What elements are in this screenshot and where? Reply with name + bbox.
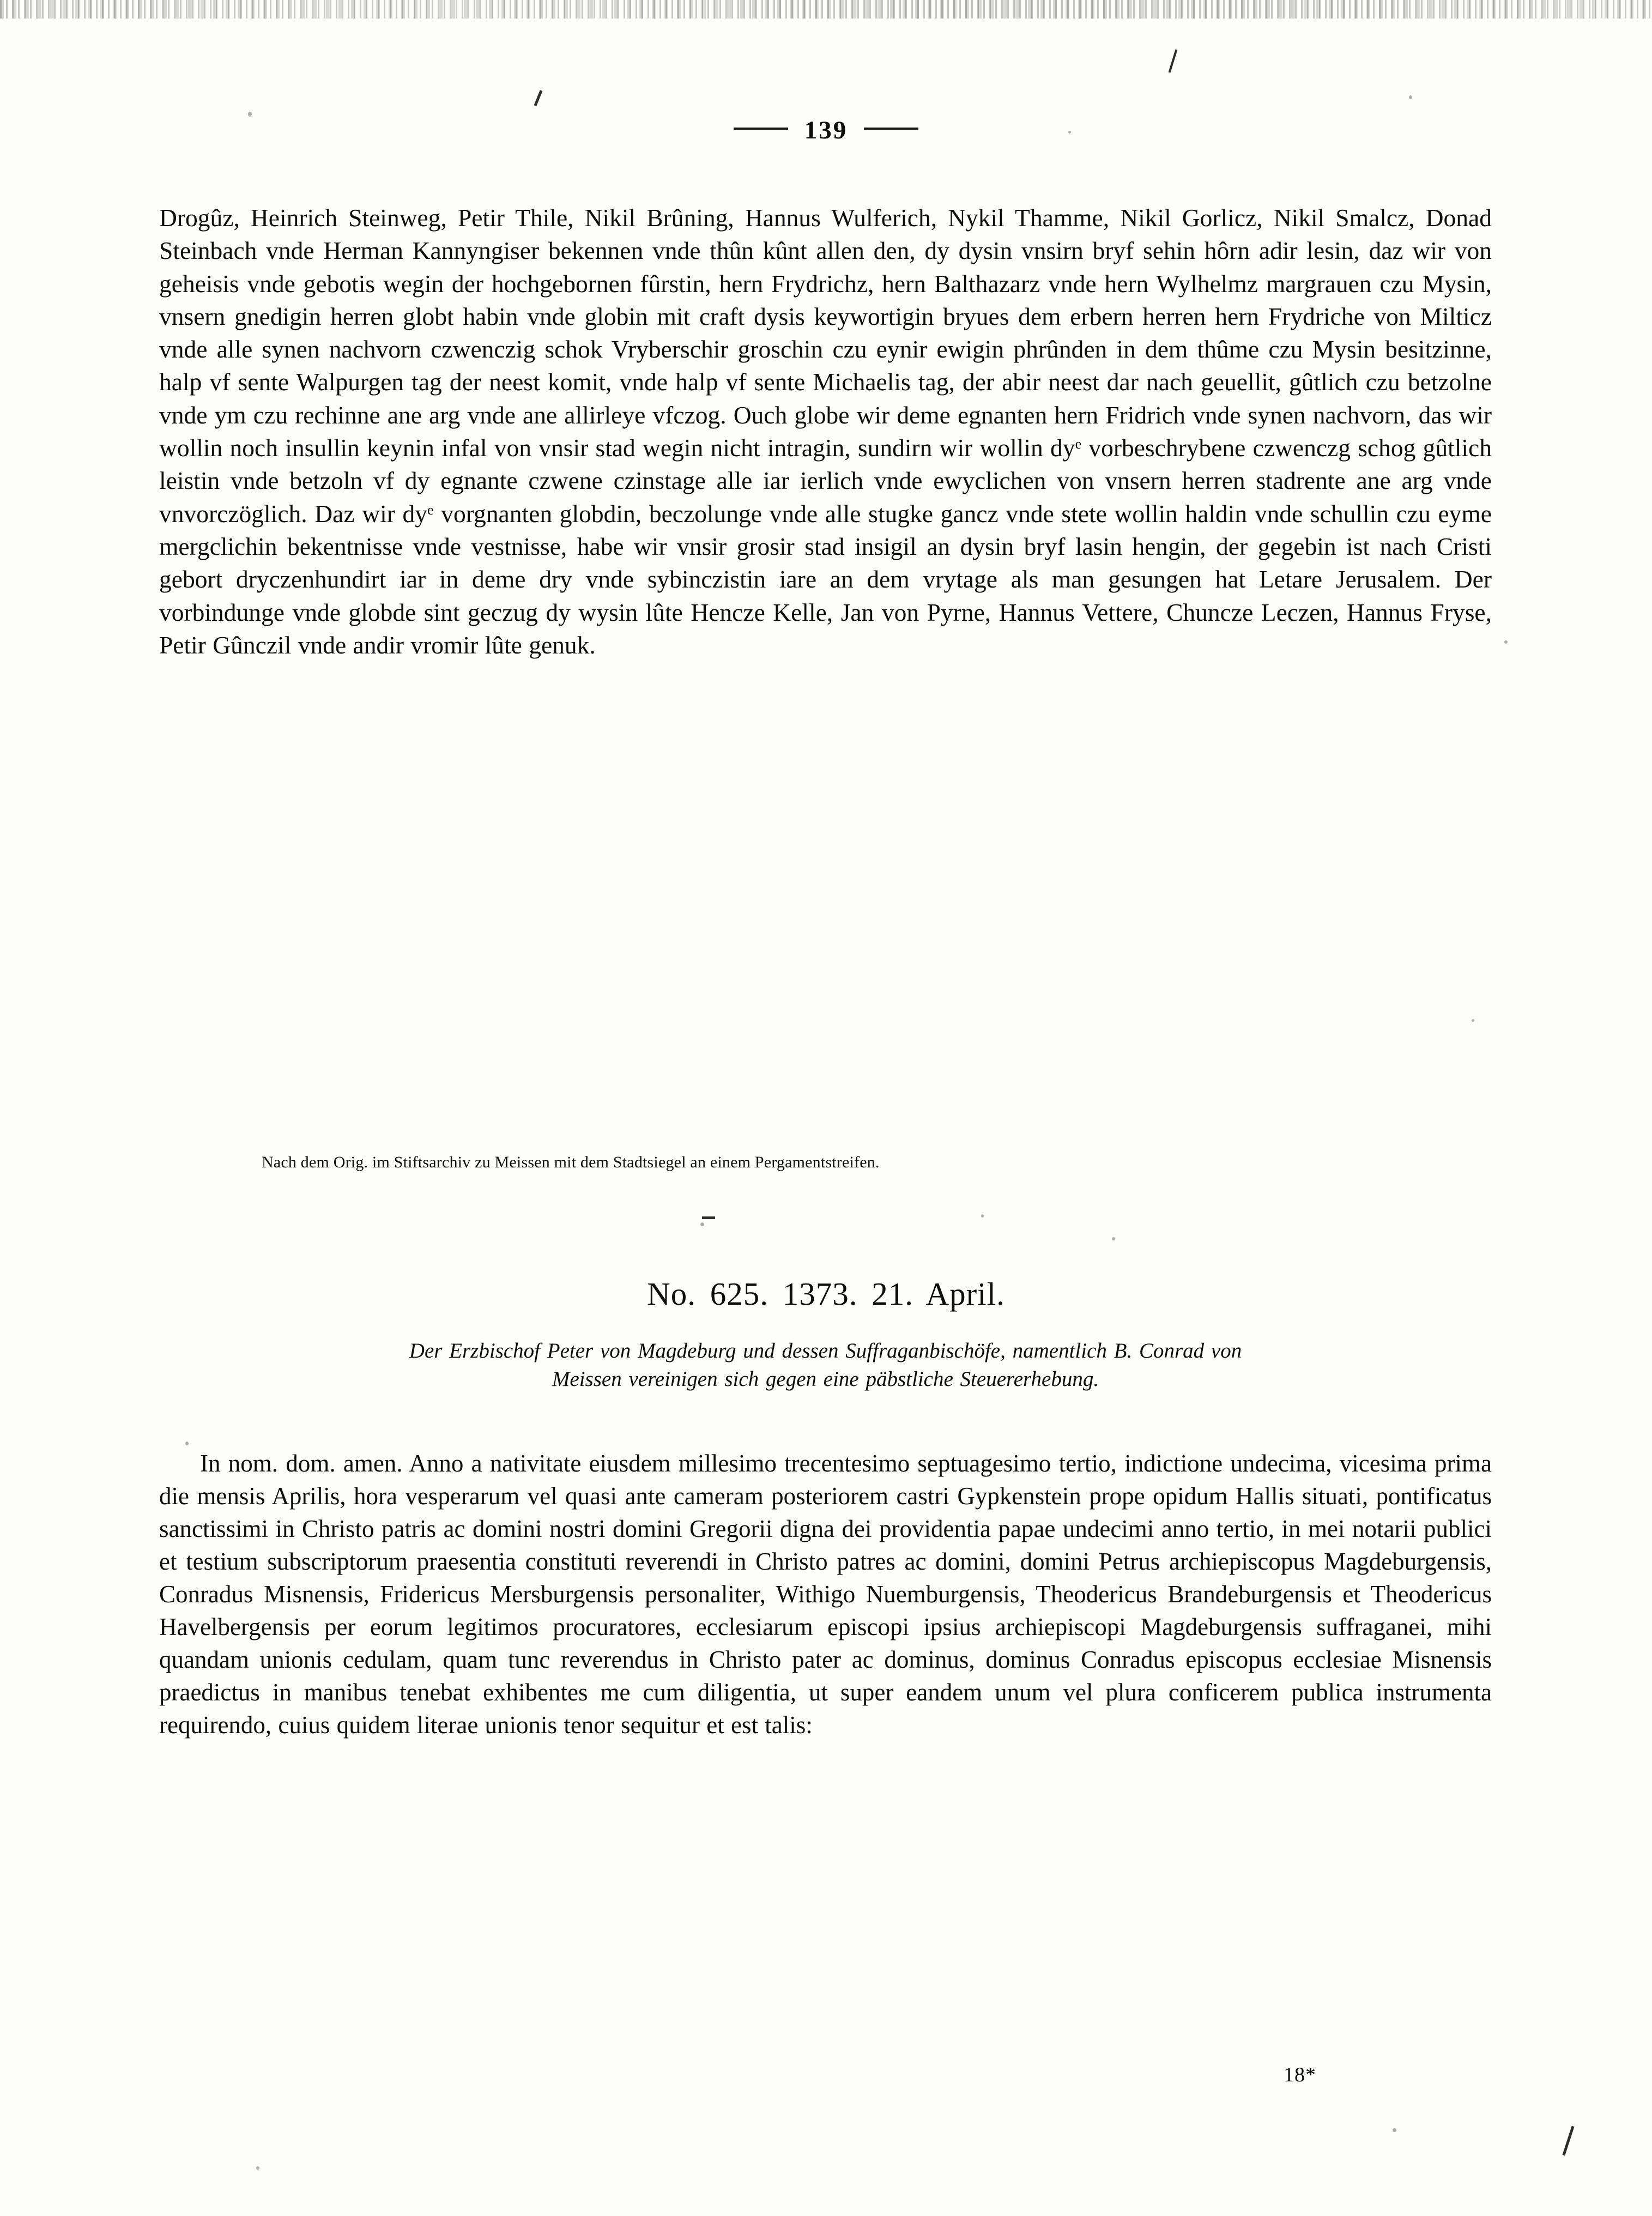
german-charter-block bbox=[159, 202, 1492, 662]
scan-speck bbox=[700, 1222, 704, 1226]
german-text-part-3: vorgnanten globdin, beczolunge vnde alle stugke gancz vnde stete wollin haldin vnde schullin czu eyme mergclichin bekentnisse vnde vestnisse, habe wir vnsir grosir stad insigil an dysin bryf lasin hengin, der gegebin ist nach Cristi gebort dryczenhundirt iar in deme dry vnde sybinczistin iare an dem vrytage als man gesungen hat Letare Jerusalem. Der vorbindunge vnde globde sint geczug dy wysin lûte Hencze Kelle, Jan von Pyrne, Hannus Vettere, Chuncze Leczen, Hannus Fryse, Petir Gûnczil vnde andir vromir lûte genuk. bbox=[159, 499, 1492, 659]
scan-edge-artifact bbox=[0, 0, 1652, 19]
german-text-part-1: Drogûz, Heinrich Steinweg, Petir Thile, Nikil Brûning, Hannus Wulferich, Nykil Thamme, Nikil Gorlicz, Nikil Smalcz, Donad Steinbach vnde Herman Kannyngiser bekennen vnde thûn kûnt allen den, dy dysin vnsirn bryf sehin hôrn adir lesin, daz wir von geheisis vnde gebotis wegin der hochgebornen fûrstin, hern Frydrichz, hern Balthazarz vnde hern Wylhelmz margrauen czu Mysin, vnsern gnedigin herren globt habin vnde globin mit craft dysis keywortigin bryues dem erbern herren hern Frydriche von Milticz vnde alle synen nachvorn czwenczig schok Vryberschir groschin czu eynir ewigin phrûnden in dem thûme czu Mysin besitzinne, halp vf sente Walpurgen tag der neest komit, vnde halp vf sente Michaelis tag, der abir neest dar nach geuellit, gûtlich czu betzolne vnde ym czu rechinne ane arg vnde ane allirleye vfczog. Ouch globe wir deme egnanten hern Fridrich vnde synen nachvorn, das wir wollin noch insullin keynin infal von vnsir stad wegin nicht intragin, sundirn wir wollin dy bbox=[159, 204, 1492, 462]
scan-speck bbox=[1504, 640, 1508, 644]
superscript-e-2: e bbox=[427, 501, 434, 518]
scan-speck bbox=[1409, 95, 1412, 99]
scan-speck bbox=[185, 1442, 189, 1445]
scan-speck bbox=[1112, 1237, 1115, 1240]
german-charter-paragraph bbox=[159, 202, 1492, 662]
head-rule-right bbox=[864, 128, 918, 130]
scan-stroke-artifact bbox=[1562, 2126, 1574, 2156]
page-number: 139 bbox=[804, 116, 848, 144]
entry-regest bbox=[159, 1337, 1492, 1394]
regest-line-2: Meissen vereinigen sich gegen eine päbstliche Steuererhebung. bbox=[552, 1367, 1099, 1391]
superscript-e-1: e bbox=[1075, 435, 1082, 452]
scan-speck bbox=[981, 1214, 984, 1218]
scan-speck bbox=[256, 2166, 259, 2170]
latin-charter-block bbox=[159, 1447, 1492, 1741]
scan-stroke-artifact bbox=[702, 1216, 715, 1219]
source-note: Nach dem Orig. im Stiftsarchiv zu Meissen mit dem Stadtsiegel an einem Pergamentstreifen. bbox=[262, 1153, 880, 1171]
head-rule-left bbox=[734, 128, 788, 130]
scan-speck bbox=[1393, 2128, 1396, 2132]
scan-stroke-artifact bbox=[1169, 49, 1178, 72]
scan-stroke-artifact bbox=[534, 90, 543, 106]
running-head bbox=[0, 116, 1652, 145]
latin-charter-paragraph: In nom. dom. amen. Anno a nativitate eiusdem millesimo trecentesimo septuagesimo tertio, indictione undecima, vicesima prima die mensis Aprilis, hora vesperarum vel quasi ante cameram posteriorem castri Gypkenstein prope opidum Hallis situati, pontificatus sanctissimi in Christo patris ac domini nostri domini Gregorii digna dei providentia papae undecimi anno tertio, in mei notarii publici et testium subscriptorum praesentia constituti reverendi in Christo patres ac domini, domini Petrus archiepiscopus Magdeburgensis, Conradus Misnensis, Fridericus Mersburgensis personaliter, Withigo Nuemburgensis, Theodericus Brandeburgensis et Theodericus Havelbergensis per eorum legitimos procuratores, ecclesiarum episcopi ipsius archiepiscopi Magdeburgensis suffraganei, mihi quandam unionis cedulam, quam tunc reverendus in Christo pater ac dominus, dominus Conradus episcopus ecclesiae Misnensis praedictus in manibus tenebat exhibentes me cum diligentia, ut super eandem unum vel plura conficerem publica instrumenta requirendo, cuius quidem literae unionis tenor sequitur et est talis: bbox=[159, 1450, 1492, 1739]
scan-speck bbox=[1472, 1019, 1474, 1022]
regest-line-1: Der Erzbischof Peter von Magdeburg und dessen Suffraganbischöfe, namentlich B. Conrad von bbox=[409, 1339, 1242, 1363]
german-text-part-2: vorbeschrybene czwenczg schog gûtlich leistin vnde betzoln vf dy egnante czwene czinstage alle iar ierlich vnde ewyclichen von vnsern herren stadrente ane arg vnde vnvorczöglich. Daz wir dy bbox=[159, 434, 1492, 528]
signature-mark: 18* bbox=[1284, 2063, 1316, 2086]
entry-heading: No. 625. 1373. 21. April. bbox=[647, 1276, 1005, 1312]
